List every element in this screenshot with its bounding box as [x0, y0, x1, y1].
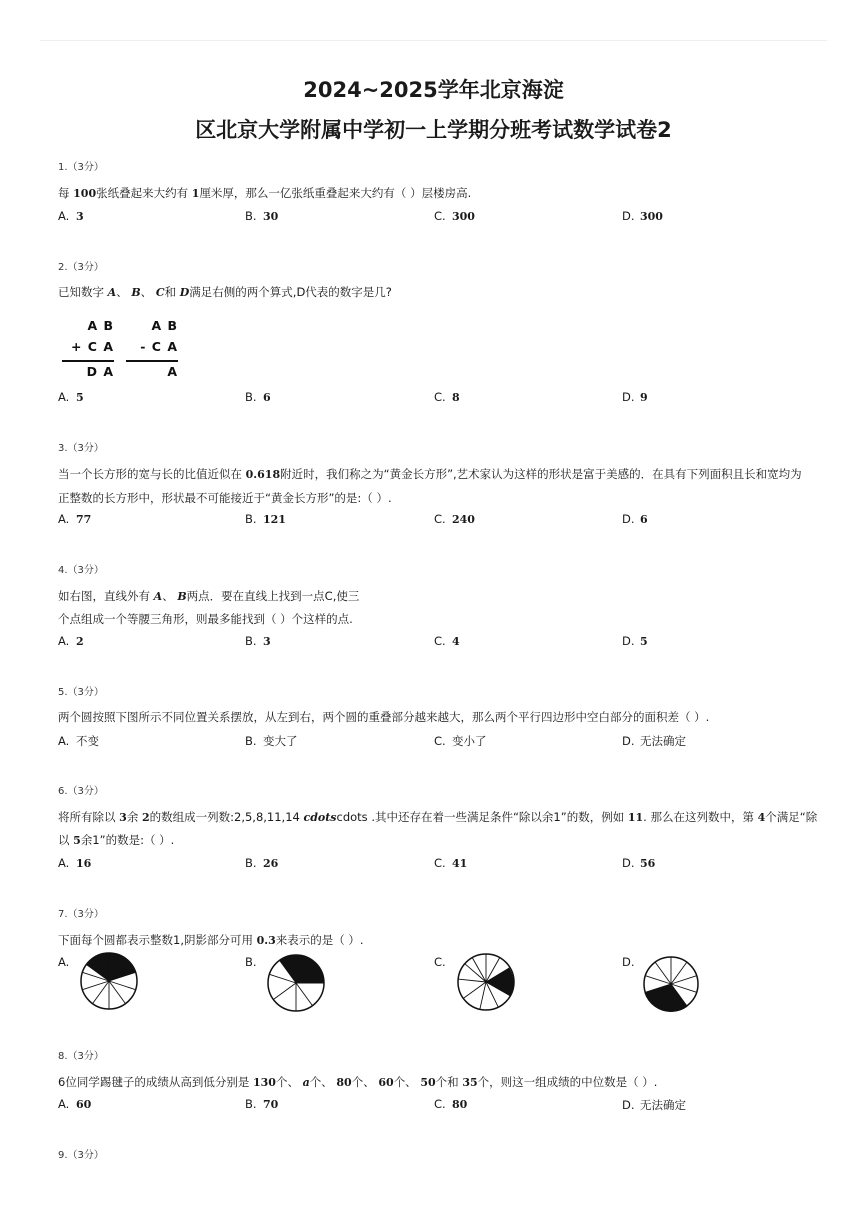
- option-value: 240: [452, 513, 475, 526]
- q8-text-part: 6位同学踢毽子的成绩从高到低分别是: [58, 1075, 253, 1089]
- option-letter: B.: [245, 856, 257, 870]
- option-value: 6: [263, 391, 271, 404]
- q6-number-2: 2: [141, 811, 150, 824]
- q2-var-c: C: [155, 286, 165, 299]
- q8-text-part: 个、: [275, 1075, 303, 1089]
- option-value: 30: [263, 210, 279, 223]
- option-value: 60: [76, 1098, 92, 1111]
- q6-option-c[interactable]: [434, 856, 467, 870]
- q5-option-a[interactable]: [58, 733, 99, 749]
- option-letter: A.: [58, 856, 70, 870]
- q2-text-part: 、: [140, 285, 156, 299]
- q3-option-d[interactable]: [622, 512, 648, 526]
- q8-option-d[interactable]: [622, 1097, 686, 1113]
- q4-text-part: 如右图，直线外有: [58, 589, 154, 603]
- addition-rule: [62, 360, 114, 362]
- q8-option-b[interactable]: [245, 1097, 278, 1111]
- option-letter: D.: [622, 955, 635, 969]
- question-7-text: [58, 929, 818, 952]
- q4-option-d[interactable]: [622, 634, 648, 648]
- question-7-number: 7.（3分）: [58, 909, 104, 920]
- q8-number-35: 35: [462, 1076, 478, 1089]
- option-letter: C.: [434, 1097, 446, 1111]
- q6-text-part: cdots .其中还存在着一些满足条件“除以余1”的数，例如: [336, 810, 628, 824]
- question-6-text: [58, 806, 818, 852]
- option-letter: D.: [622, 634, 635, 648]
- q4-point-a: A: [153, 590, 163, 603]
- option-letter: C.: [434, 955, 446, 969]
- q1-text-part: 张纸叠起来大约有: [96, 186, 192, 200]
- q3-option-a[interactable]: [58, 512, 91, 526]
- q6-number-5: 5: [73, 834, 81, 847]
- option-letter: C.: [434, 209, 446, 223]
- option-letter: C.: [434, 512, 446, 526]
- subtraction-result: A: [167, 363, 178, 379]
- q8-number-60: 60: [378, 1076, 394, 1089]
- q6-number-3: 3: [119, 811, 127, 824]
- addition-row-2: + C A: [70, 339, 114, 354]
- q2-option-c[interactable]: [434, 390, 460, 404]
- option-letter: B.: [245, 512, 257, 526]
- q7-option-d[interactable]: [622, 955, 640, 969]
- question-8-number: 8.（3分）: [58, 1051, 104, 1062]
- q7-number-03: 0.3: [256, 934, 276, 947]
- option-letter: A.: [58, 209, 70, 223]
- option-value: 70: [263, 1098, 279, 1111]
- addition-row-1: A B: [87, 318, 114, 333]
- q2-text-part: 和: [164, 285, 180, 299]
- q3-text-part: 当一个长方形的宽与长的比值近似在: [58, 467, 246, 481]
- question-9-number: 9.（3分）: [58, 1150, 104, 1161]
- q8-option-c[interactable]: [434, 1097, 467, 1111]
- q8-number-50: 50: [420, 1076, 436, 1089]
- q3-text-line-2: 正整数的长方形中，形状最不可能接近于“黄金长方形”的是:（ ）.: [58, 491, 392, 505]
- q6-cdots-italic: cdots: [303, 811, 337, 824]
- q7-pie-c: [454, 950, 518, 1014]
- q2-option-d[interactable]: [622, 390, 648, 404]
- option-value: 无法确定: [640, 734, 686, 748]
- option-value: 121: [263, 513, 286, 526]
- q1-number-1: 1: [191, 187, 200, 200]
- exam-title-line-2: 区北京大学附属中学初一上学期分班考试数学试卷2: [195, 118, 672, 142]
- q2-var-a: A: [107, 286, 117, 299]
- q6-option-d[interactable]: [622, 856, 655, 870]
- addition-result: D A: [86, 363, 114, 379]
- q3-option-b[interactable]: [245, 512, 286, 526]
- q2-text-part: 满足右侧的两个算式,D代表的数字是几?: [189, 285, 392, 299]
- option-value: 4: [452, 635, 460, 648]
- option-value: 变大了: [263, 734, 298, 748]
- question-3-number: 3.（3分）: [58, 443, 104, 454]
- q6-text-part: 个满足“除: [765, 810, 818, 824]
- option-letter: B.: [245, 1097, 257, 1111]
- q1-number-100: 100: [73, 187, 97, 200]
- q6-text-part: . 那么在这列数中，第: [643, 810, 758, 824]
- subtraction-figure: [126, 318, 178, 385]
- option-value: 不变: [76, 734, 99, 748]
- option-letter: C.: [434, 856, 446, 870]
- q8-text-part: 个和: [435, 1075, 463, 1089]
- q6-text-part: 余1”的数是:（ ）.: [80, 833, 175, 847]
- q6-option-a[interactable]: [58, 856, 91, 870]
- q3-number-0618: 0.618: [245, 468, 281, 481]
- q7-pie-d: [641, 954, 701, 1014]
- q7-option-c[interactable]: [434, 955, 452, 969]
- q6-text-part: 余: [126, 810, 142, 824]
- option-value: 3: [76, 210, 84, 223]
- q8-number-80: 80: [336, 1076, 352, 1089]
- q8-var-a: a: [302, 1076, 310, 1089]
- option-value: 300: [640, 210, 663, 223]
- question-2-text: [58, 281, 818, 304]
- q5-option-d[interactable]: [622, 733, 686, 749]
- option-letter: C.: [434, 634, 446, 648]
- option-value: 8: [452, 391, 460, 404]
- option-value: 80: [452, 1098, 468, 1111]
- option-letter: C.: [434, 734, 446, 748]
- subtraction-row-2: - C A: [140, 339, 178, 354]
- q1-text-part: 厘米厚，那么一亿张纸重叠起来大约有（ ）层楼房高.: [199, 186, 472, 200]
- option-letter: A.: [58, 734, 70, 748]
- option-letter: B.: [245, 634, 257, 648]
- q7-text-part: 来表示的是（ ）.: [275, 933, 364, 947]
- addition-figure: [62, 318, 114, 385]
- q4-text-part: 两点．要在直线上找到一点C,使三: [186, 589, 360, 603]
- option-value: 5: [640, 635, 648, 648]
- option-value: 16: [76, 857, 92, 870]
- option-value: 41: [452, 857, 468, 870]
- q3-option-c[interactable]: [434, 512, 475, 526]
- q4-option-b[interactable]: [245, 634, 271, 648]
- q6-option-b[interactable]: [245, 856, 278, 870]
- q2-var-d: D: [179, 286, 190, 299]
- q1-text-part: 每: [58, 186, 74, 200]
- question-5-text: 两个圆按照下图所示不同位置关系摆放，从左到右，两个圆的重叠部分越来越大，那么两个平行四边形中空白部分的面积差（ ）.: [58, 710, 710, 724]
- q1-option-c[interactable]: [434, 209, 475, 223]
- option-letter: B.: [245, 209, 257, 223]
- q8-text-part: 个、: [309, 1075, 337, 1089]
- q8-text-part: 个，则这一组成绩的中位数是（ ）.: [477, 1075, 658, 1089]
- q1-option-a[interactable]: [58, 209, 84, 223]
- q7-text-part: 下面每个圆都表示整数1,阴影部分可用: [58, 933, 257, 947]
- q5-option-c[interactable]: [434, 733, 487, 749]
- option-letter: D.: [622, 390, 635, 404]
- option-letter: D.: [622, 856, 635, 870]
- option-value: 2: [76, 635, 84, 648]
- question-5-number: 5.（3分）: [58, 687, 104, 698]
- question-8-text: [58, 1071, 818, 1094]
- option-value: 无法确定: [640, 1098, 686, 1112]
- q7-pie-b: [265, 952, 327, 1014]
- q7-option-a[interactable]: [58, 955, 76, 969]
- option-letter: D.: [622, 1098, 635, 1112]
- exam-title-line-1: 2024~2025学年北京海淀: [303, 78, 564, 102]
- q4-option-c[interactable]: [434, 634, 460, 648]
- option-letter: A.: [58, 1097, 70, 1111]
- q7-pie-a: [78, 950, 140, 1012]
- q4-text-part: 、: [162, 589, 178, 603]
- option-letter: D.: [622, 512, 635, 526]
- option-letter: B.: [245, 734, 257, 748]
- option-letter: A.: [58, 634, 70, 648]
- option-letter: C.: [434, 390, 446, 404]
- q6-number-4: 4: [757, 811, 766, 824]
- q4-option-a[interactable]: [58, 634, 84, 648]
- option-value: 56: [640, 857, 656, 870]
- q6-text-part: 的数组成一列数:2,5,8,11,14: [149, 810, 304, 824]
- q6-text-part: 以: [58, 833, 74, 847]
- q8-text-part: 个、: [393, 1075, 421, 1089]
- question-4-text: [58, 585, 818, 630]
- question-1-text: [58, 182, 818, 205]
- option-letter: A.: [58, 390, 70, 404]
- q8-number-130: 130: [252, 1076, 276, 1089]
- q4-point-b: B: [177, 590, 187, 603]
- option-letter: B.: [245, 390, 257, 404]
- question-3-text: [58, 463, 818, 509]
- option-value: 5: [76, 391, 84, 404]
- q3-text-part: 附近时，我们称之为“黄金长方形”,艺术家认为这样的形状是富于美感的．在具有下列面积且长和宽均为: [280, 467, 802, 481]
- option-value: 9: [640, 391, 648, 404]
- subtraction-rule: [126, 360, 178, 362]
- q8-option-a[interactable]: [58, 1097, 91, 1111]
- q2-option-b[interactable]: [245, 390, 271, 404]
- option-value: 3: [263, 635, 271, 648]
- option-letter: A.: [58, 955, 70, 969]
- option-value: 6: [640, 513, 648, 526]
- option-value: 77: [76, 513, 92, 526]
- option-value: 变小了: [452, 734, 487, 748]
- option-letter: A.: [58, 512, 70, 526]
- q1-option-d[interactable]: [622, 209, 663, 223]
- q1-option-b[interactable]: [245, 209, 278, 223]
- subtraction-row-1: A B: [151, 318, 178, 333]
- question-1-number: 1.（3分）: [58, 162, 104, 173]
- q6-text-part: 将所有除以: [58, 810, 120, 824]
- q2-text-part: 已知数字: [58, 285, 108, 299]
- option-letter: D.: [622, 734, 635, 748]
- question-6-number: 6.（3分）: [58, 786, 104, 797]
- q2-option-a[interactable]: [58, 390, 84, 404]
- q4-text-line-2: 个点组成一个等腰三角形，则最多能找到（ ）个这样的点.: [58, 612, 353, 626]
- q6-number-11: 11: [627, 811, 644, 824]
- q8-text-part: 个、: [351, 1075, 379, 1089]
- question-2-number: 2.（3分）: [58, 262, 104, 273]
- q7-option-b[interactable]: [245, 955, 263, 969]
- top-divider: [40, 40, 827, 41]
- option-letter: D.: [622, 209, 635, 223]
- q5-option-b[interactable]: [245, 733, 298, 749]
- q2-var-b: B: [131, 286, 141, 299]
- option-value: 26: [263, 857, 279, 870]
- option-value: 300: [452, 210, 475, 223]
- q2-text-part: 、: [116, 285, 132, 299]
- question-4-number: 4.（3分）: [58, 565, 104, 576]
- option-letter: B.: [245, 955, 257, 969]
